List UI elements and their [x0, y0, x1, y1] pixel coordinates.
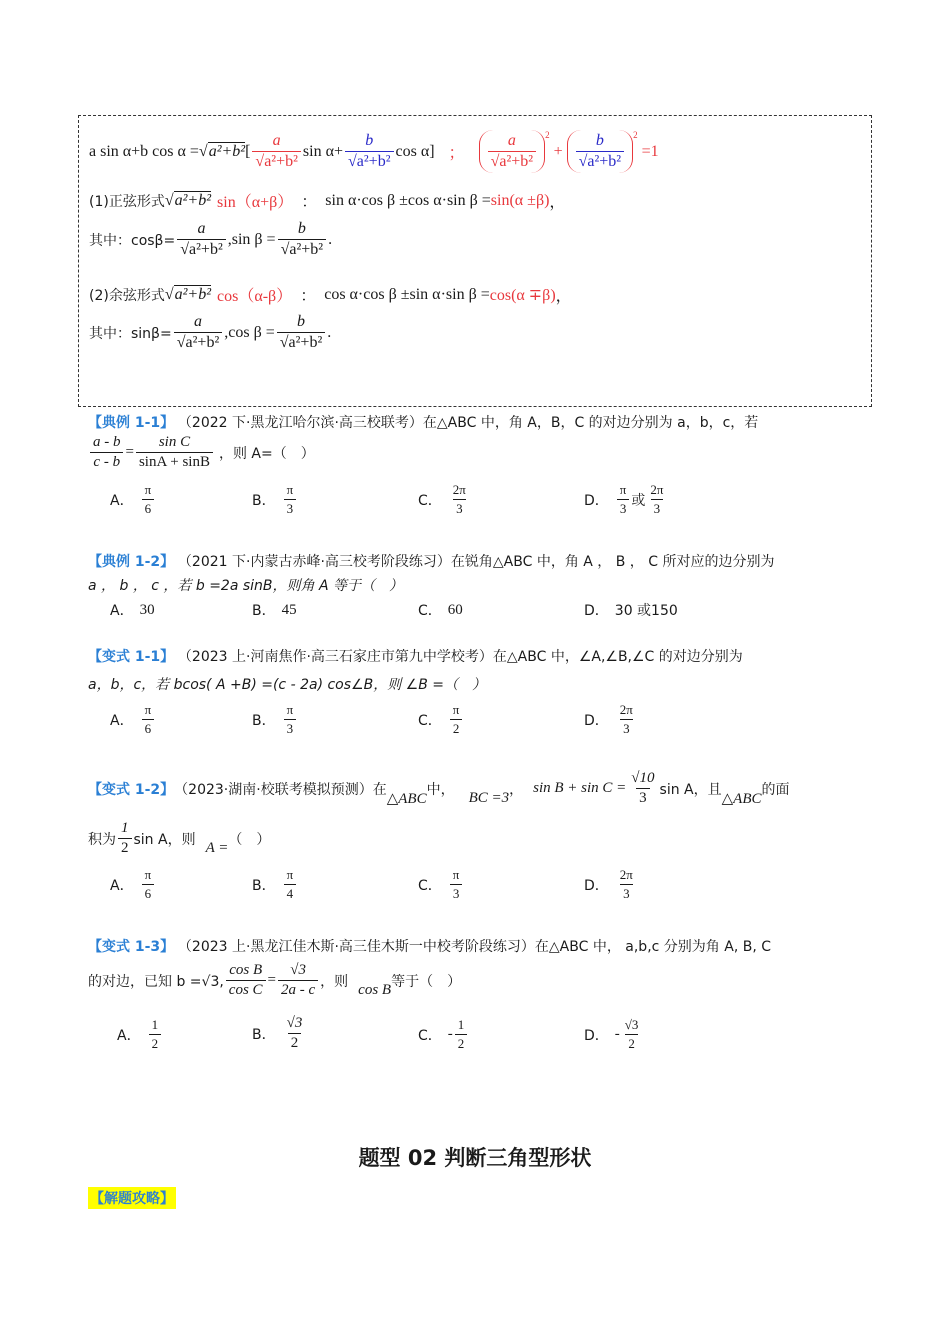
- minus-sign: -: [614, 1026, 620, 1042]
- sine-expansion: sin α·cos β ±cos α·sin β =: [325, 191, 491, 209]
- problem-text: sin A，且: [659, 781, 722, 798]
- option-label: A．: [117, 1027, 141, 1044]
- problem-1-1-condition: [88, 434, 315, 471]
- frac-num: π: [286, 867, 294, 882]
- frac-den: 3: [284, 719, 297, 737]
- where-cos-beta: 其中：cosβ=: [89, 232, 176, 249]
- problem-question: ，则 A=（ ）: [218, 445, 315, 462]
- frac-num: 2π: [619, 702, 633, 717]
- option-label: D．: [584, 712, 609, 729]
- formula-line-1: a sin α+b cos α = √ a²+b² [ $\frac{a}{\text{√a²+b²}}$ sin α+ $\frac{b}{\text{√a²+b²}}$ cos α] ； $\frac{a}{\text{√a²+b²}}$ $^2$ + $\frac{b}{\text{√a²+b²}}$ $^2$ =1: [89, 130, 659, 173]
- variant-1-2-stem: [88, 770, 790, 807]
- sine-form-label: (1)正弦形式: [89, 193, 165, 210]
- option-label: C．: [418, 492, 442, 509]
- frac-num: a: [193, 313, 202, 330]
- frac-den: 2: [625, 1034, 638, 1052]
- frac-num: 2π: [452, 482, 466, 497]
- cosine-expansion: cos α·cos β ±sin α·sin β =: [324, 285, 490, 303]
- option-fraction: [284, 1015, 306, 1052]
- fraction-root10-3: [628, 770, 657, 807]
- frac-num: b: [297, 220, 306, 237]
- frac-den: 2: [450, 719, 463, 737]
- frac-den: √a²+b²: [488, 151, 537, 171]
- option-fraction: [617, 867, 636, 902]
- variant-1-3-line2: [88, 962, 461, 999]
- frac-den: √a²+b²: [576, 151, 625, 171]
- frac-den: cos C: [226, 980, 266, 999]
- problem-text: （2023 上·河南焦作·高三石家庄市第九中学校考）在△ABC 中，∠A,∠B,∠C 的对边分别为: [177, 649, 743, 665]
- option-label: B．: [252, 712, 276, 729]
- option-label: A．: [110, 712, 134, 729]
- fraction-a-sq: [488, 132, 537, 171]
- frac-num: 2π: [650, 482, 664, 497]
- frac-den: 3: [620, 884, 633, 902]
- cosine-form-label: (2)余弦形式: [89, 287, 165, 304]
- formula-line-3: [89, 220, 332, 259]
- cos-alpha: cos α]: [395, 142, 435, 160]
- frac-den: 6: [142, 499, 155, 517]
- comma: ，: [549, 194, 566, 211]
- option-label: C．: [418, 603, 442, 619]
- paren-b: [567, 130, 634, 173]
- option-fraction: [142, 702, 155, 737]
- option-fraction: [284, 867, 297, 902]
- option-fraction: [142, 482, 155, 517]
- formula-box: [78, 115, 872, 407]
- frac-den: 3: [617, 499, 630, 517]
- triangle-abc: △ABC: [721, 791, 762, 807]
- problem-tag: 【变式 1-3】: [88, 939, 175, 955]
- plus-sign: +: [553, 142, 563, 160]
- frac-num: π: [286, 482, 294, 497]
- frac-num: π: [452, 867, 460, 882]
- frac-den: √a²+b²: [252, 151, 301, 171]
- option-value: 30 或150: [614, 603, 678, 619]
- paren-a: [479, 130, 546, 173]
- option-fraction: [450, 702, 463, 737]
- cos-beta-eq: ,cos β =: [224, 323, 275, 341]
- frac-den: 3: [651, 499, 664, 517]
- fraction-a: [252, 132, 301, 171]
- formula-lhs: a sin α+b cos α =: [89, 142, 199, 160]
- variant-1-2-line2: [88, 820, 270, 857]
- frac-num: √10: [631, 770, 655, 786]
- frac-num: 1: [121, 820, 129, 836]
- option-label: C．: [418, 712, 442, 729]
- option-label: D．: [584, 877, 609, 894]
- sine-result: sin(α ±β): [490, 191, 550, 209]
- variant-1-1-line2: [88, 674, 486, 694]
- problem-text: ，则: [320, 973, 349, 990]
- option-a[interactable]: [117, 1017, 163, 1052]
- sqrt-a2b2: a²+b²: [174, 286, 212, 303]
- frac-num: π: [619, 482, 627, 497]
- option-label: D．: [584, 492, 609, 509]
- semicolon: ；: [448, 145, 465, 162]
- frac-den: c - b: [90, 452, 123, 471]
- frac-num: 1: [151, 1017, 159, 1032]
- option-label: A．: [110, 492, 134, 509]
- option-fraction: [284, 482, 297, 517]
- bracket-open: [: [245, 142, 251, 160]
- option-fraction: [450, 867, 463, 902]
- problem-1-1-stem: [88, 412, 758, 432]
- variant-1-3-stem: [88, 936, 771, 956]
- option-fraction: [450, 482, 469, 517]
- frac-den: 6: [142, 884, 155, 902]
- frac-num: b: [365, 132, 374, 149]
- problem-text: 积为: [88, 831, 116, 848]
- cos-b: cos B: [358, 982, 392, 998]
- problem-text: a ， b ， c ，若 b =2a sinB，则角 A 等于（ ）: [88, 578, 404, 594]
- sqrt-a2b2: a²+b²: [208, 143, 246, 160]
- a-equals: A =: [205, 840, 229, 856]
- square-sup: 2: [633, 130, 638, 140]
- frac-num: a - b: [93, 434, 121, 450]
- section-title: 题型 02 判断三角型形状: [358, 1146, 592, 1170]
- frac-den: 2: [118, 838, 132, 857]
- option-c[interactable]: [418, 867, 464, 902]
- problem-1-2-line2: [88, 575, 403, 595]
- frac-den: √a²+b²: [177, 239, 226, 259]
- where-sin-beta: 其中：sinβ=: [89, 325, 172, 342]
- option-a[interactable]: [110, 482, 156, 517]
- frac-den: 3: [450, 884, 463, 902]
- option-b[interactable]: [252, 482, 298, 517]
- frac-den: sinA + sinB: [136, 452, 213, 471]
- problem-text: 的对边，已知 b =√3,: [88, 973, 224, 990]
- frac-num: π: [452, 702, 460, 717]
- frac-den: √a²+b²: [174, 332, 223, 352]
- option-label: D．: [584, 603, 609, 619]
- option-label: D．: [584, 1027, 609, 1044]
- formula-line-4: (2)余弦形式 √ a²+b² cos（α-β） ： cos α·cos β ±sin α·sin β = cos(α ∓β) ，: [89, 283, 572, 306]
- period: .: [328, 230, 333, 248]
- frac-num: 2π: [619, 867, 633, 882]
- fraction-sinc: [136, 434, 213, 471]
- frac-num: √3: [290, 962, 306, 978]
- option-label: B．: [252, 492, 276, 509]
- cos-alpha-minus-beta: cos（α-β）: [217, 288, 293, 305]
- problem-text: a，b，c，若 bcos( A +B) =(c - 2a) cos∠B，则 ∠B =（ ）: [88, 677, 486, 693]
- problem-tag: 【典例 1-1】: [88, 415, 175, 431]
- option-fraction: [455, 1017, 468, 1052]
- option-b[interactable]: [252, 702, 298, 737]
- comma: ，: [555, 288, 572, 305]
- problem-tag: 【典例 1-2】: [88, 554, 175, 570]
- frac-den: 4: [284, 884, 297, 902]
- frac-den: 3: [620, 719, 633, 737]
- fraction-half: [118, 820, 132, 857]
- fraction-ab-cb: [90, 434, 124, 471]
- frac-den: √a²+b²: [345, 151, 394, 171]
- fraction-b: [345, 132, 394, 171]
- option-label: B．: [252, 877, 276, 894]
- option-b[interactable]: [252, 600, 297, 620]
- frac-den: 6: [142, 719, 155, 737]
- cosine-result: cos(α ∓β): [489, 286, 556, 304]
- square-sup: 2: [545, 130, 550, 140]
- problem-text: ，: [509, 781, 524, 798]
- option-d[interactable]: [584, 867, 638, 902]
- option-label: A．: [110, 877, 134, 894]
- option-fraction-2: [647, 482, 666, 517]
- equals: =: [125, 444, 134, 460]
- option-label: B．: [252, 1026, 276, 1043]
- fraction-a: [177, 220, 226, 259]
- frac-num: π: [144, 482, 152, 497]
- frac-num: π: [286, 702, 294, 717]
- problem-1-2-stem: [88, 551, 775, 571]
- frac-num: cos B: [229, 962, 263, 978]
- option-b[interactable]: [252, 867, 298, 902]
- variant-1-1-stem: [88, 646, 743, 666]
- option-label: A．: [110, 603, 134, 619]
- colon: ：: [301, 194, 318, 211]
- frac-num: sin C: [158, 434, 191, 450]
- frac-num: √3: [624, 1017, 639, 1032]
- option-d[interactable]: [584, 702, 638, 737]
- problem-question: （ ）: [228, 831, 271, 848]
- fraction-b: [277, 313, 326, 352]
- frac-num: 1: [457, 1017, 465, 1032]
- formula-line-2: (1)正弦形式 √ a²+b² sin（α+β） ： sin α·cos β ±cos α·sin β = sin(α ±β) ，: [89, 189, 565, 212]
- or-word: 或: [631, 492, 646, 509]
- frac-num: π: [144, 702, 152, 717]
- option-fraction: [149, 1017, 162, 1052]
- frac-num: a: [197, 220, 206, 237]
- problem-text: （2023 上·黑龙江佳木斯·高三佳木斯一中校考阶段练习）在△ABC 中， a,b,c 分别为角 A, B, C: [177, 939, 771, 955]
- frac-den: √a²+b²: [277, 332, 326, 352]
- problem-text: sin A，则: [133, 831, 196, 848]
- option-value: 45: [281, 601, 297, 618]
- option-fraction: [284, 702, 297, 737]
- option-a[interactable]: [110, 600, 155, 620]
- equals-one: =1: [641, 142, 659, 160]
- problem-text: （2021 下·内蒙古赤峰·高三校考阶段练习）在锐角△ABC 中，角 A ， B ， C 所对应的边分别为: [177, 554, 775, 570]
- colon: ：: [300, 288, 317, 305]
- option-c[interactable]: [418, 482, 471, 517]
- sin-alpha-plus-beta: sin（α+β）: [217, 194, 294, 211]
- period: .: [327, 323, 332, 341]
- option-label: B．: [252, 603, 276, 619]
- frac-den: 2: [455, 1034, 468, 1052]
- sin-beta-eq: ,sin β =: [227, 230, 276, 248]
- option-d[interactable]: [584, 600, 678, 620]
- option-d[interactable]: [584, 1017, 643, 1052]
- strategy-label: 【解题攻略】: [88, 1187, 176, 1209]
- frac-den: 2: [149, 1034, 162, 1052]
- frac-den: 3: [284, 499, 297, 517]
- sqrt-a2b2: a²+b²: [174, 192, 212, 209]
- frac-num: a: [272, 132, 281, 149]
- frac-den: 3: [636, 788, 650, 807]
- problem-question: 等于（ ）: [391, 973, 462, 990]
- problem-text: 中，: [426, 781, 455, 798]
- frac-den: √a²+b²: [278, 239, 327, 259]
- option-a[interactable]: [110, 867, 156, 902]
- fraction-a: [174, 313, 223, 352]
- frac-den: 3: [453, 499, 466, 517]
- option-b[interactable]: [252, 1015, 307, 1052]
- formula-line-5: [89, 313, 331, 352]
- option-fraction: [142, 867, 155, 902]
- sin-b-plus-sin-c: sin B + sin C =: [533, 780, 627, 796]
- option-c[interactable]: [418, 702, 464, 737]
- option-a[interactable]: [110, 702, 156, 737]
- problem-text: （2022 下·黑龙江哈尔滨·高三校联考）在△ABC 中，角 A，B，C 的对边分别为 a，b，c，若: [177, 415, 759, 431]
- option-c[interactable]: [418, 1017, 469, 1052]
- option-label: C．: [418, 877, 442, 894]
- sin-alpha: sin α+: [302, 142, 343, 160]
- option-value: 30: [139, 601, 155, 618]
- option-fraction: [617, 702, 636, 737]
- problem-text: 的面: [761, 781, 790, 798]
- frac-num: b: [595, 132, 604, 149]
- frac-num: b: [296, 313, 305, 330]
- option-d[interactable]: [584, 482, 668, 517]
- fraction-cosb-cosc: [226, 962, 266, 999]
- frac-den: 2a - c: [278, 980, 318, 999]
- option-fraction: [617, 482, 630, 517]
- fraction-root3: [278, 962, 318, 999]
- frac-num: a: [507, 132, 516, 149]
- problem-text: （2023·湖南·校联考模拟预测）在: [174, 781, 387, 798]
- frac-den: 2: [288, 1033, 302, 1052]
- fraction-b-sq: [576, 132, 625, 171]
- option-value: 60: [447, 601, 463, 618]
- fraction-b: [278, 220, 327, 259]
- triangle-abc: △ABC: [386, 791, 427, 807]
- option-c[interactable]: [418, 600, 463, 620]
- frac-num: √3: [286, 1015, 303, 1031]
- option-fraction: [622, 1017, 642, 1052]
- problem-tag: 【变式 1-2】: [88, 781, 175, 798]
- equals: =: [267, 972, 277, 988]
- minus-sign: -: [447, 1026, 453, 1042]
- frac-num: π: [144, 867, 152, 882]
- problem-tag: 【变式 1-1】: [88, 649, 175, 665]
- option-label: C．: [418, 1027, 442, 1044]
- bc-eq-3: BC =3: [468, 790, 510, 806]
